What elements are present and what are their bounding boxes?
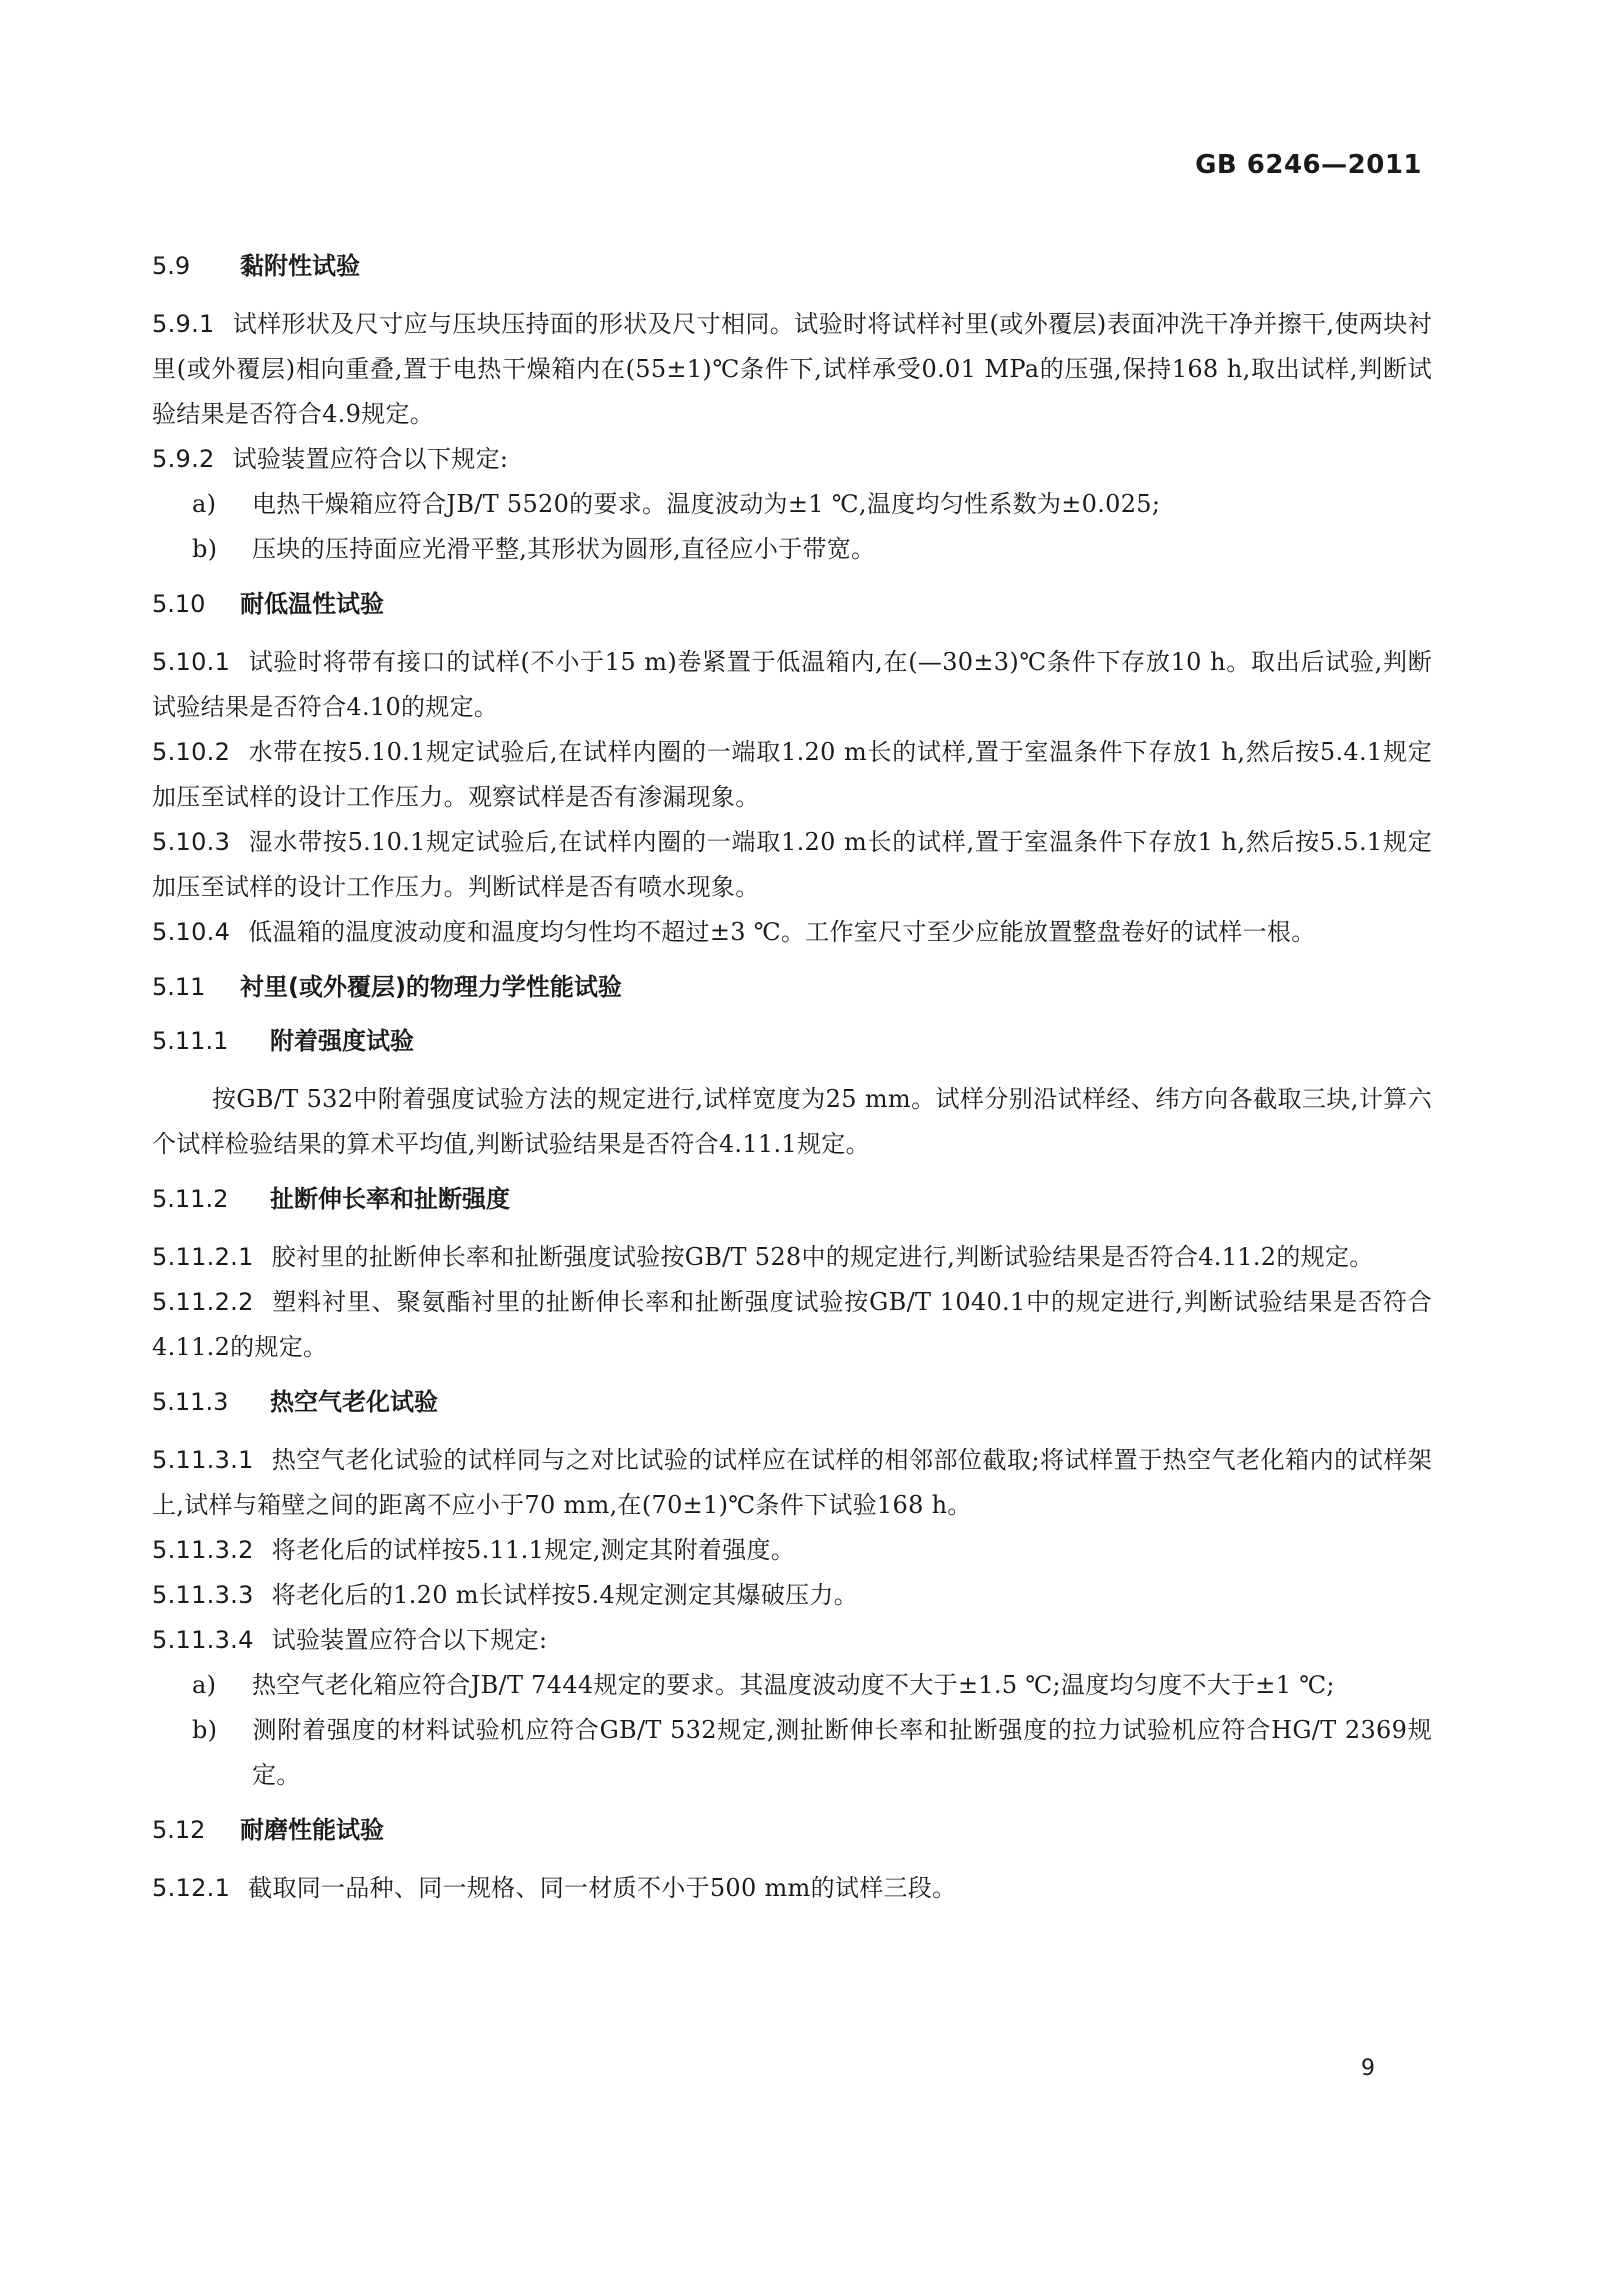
clause-text: 低温箱的温度波动度和温度均匀性均不超过±3 ℃。工作室尺寸至少应能放置整盘卷好的试样一根。 [248, 918, 1316, 946]
list-label: b) [192, 1716, 218, 1744]
clause-number: 5.10.3 [152, 828, 231, 856]
list-item-a [152, 482, 1432, 527]
list-text: 热空气老化箱应符合JB/T 7444规定的要求。其温度波动度不大于±1.5 ℃;温度均匀度不大于±1 ℃; [252, 1671, 1335, 1699]
subsection-heading-5-11-2 [152, 1181, 1432, 1217]
subsection-title: 附着强度试验 [270, 1027, 414, 1055]
subsection-title: 扯断伸长率和扯断强度 [270, 1185, 510, 1213]
section-heading-5-11 [152, 969, 1432, 1005]
list-item-b [152, 1708, 1432, 1798]
clause-text: 截取同一品种、同一规格、同一材质不小于500 mm的试样三段。 [248, 1874, 957, 1902]
clause-5-10-2 [152, 730, 1432, 820]
clause-number: 5.12.1 [152, 1874, 231, 1902]
subsection-heading-5-11-1 [152, 1023, 1432, 1059]
clause-5-9-1 [152, 302, 1432, 437]
clause-5-11-3-4 [152, 1618, 1432, 1663]
document-body [152, 248, 1432, 1911]
paragraph-5-11-1: 按GB/T 532中附着强度试验方法的规定进行,试样宽度为25 mm。试样分别沿试样经、纬方向各截取三块,计算六个试样检验结果的算术平均值,判断试验结果是否符合4.11.1规定。 [152, 1085, 1432, 1158]
clause-number: 5.11.3.1 [152, 1446, 254, 1474]
list-text: 测附着强度的材料试验机应符合GB/T 532规定,测扯断伸长率和扯断强度的拉力试验机应符合HG/T 2369规定。 [252, 1716, 1432, 1789]
clause-text: 热空气老化试验的试样同与之对比试验的试样应在试样的相邻部位截取;将试样置于热空气老化箱内的试样架上,试样与箱壁之间的距离不应小于70 mm,在(70±1)℃条件下试验168 h。 [152, 1446, 1432, 1519]
clause-5-11-3-1 [152, 1438, 1432, 1528]
clause-text: 试验装置应符合以下规定: [271, 1626, 548, 1654]
clause-number: 5.11.3.2 [152, 1536, 254, 1564]
section-number: 5.11 [152, 973, 206, 1001]
clause-text: 试验装置应符合以下规定: [232, 445, 509, 473]
list-item-a [152, 1663, 1432, 1708]
clause-number: 5.10.2 [152, 738, 231, 766]
section-number: 5.9 [152, 252, 191, 280]
clause-number: 5.10.4 [152, 918, 231, 946]
clause-5-11-2-1 [152, 1235, 1432, 1280]
clause-number: 5.11.3.4 [152, 1626, 254, 1654]
clause-5-10-3 [152, 820, 1432, 910]
clause-number: 5.11.3.3 [152, 1581, 254, 1609]
clause-text: 塑料衬里、聚氨酯衬里的扯断伸长率和扯断强度试验按GB/T 1040.1中的规定进行,判断试验结果是否符合4.11.2的规定。 [152, 1288, 1432, 1361]
section-heading-5-10 [152, 586, 1432, 622]
section-number: 5.10 [152, 590, 206, 618]
subsection-number: 5.11.3 [152, 1388, 229, 1416]
clause-text: 水带在按5.10.1规定试验后,在试样内圈的一端取1.20 m长的试样,置于室温条件下存放1 h,然后按5.4.1规定加压至试样的设计工作压力。观察试样是否有渗漏现象。 [152, 738, 1432, 811]
list-item-b [152, 527, 1432, 572]
clause-text: 试样形状及尺寸应与压块压持面的形状及尺寸相同。试验时将试样衬里(或外覆层)表面冲洗干净并擦干,使两块衬里(或外覆层)相向重叠,置于电热干燥箱内在(55±1)℃条件下,试样承受0.01 MPa的压强,保持168 h,取出试样,判断试验结果是否符合4.9规定。 [152, 310, 1432, 428]
clause-text: 胶衬里的扯断伸长率和扯断强度试验按GB/T 528中的规定进行,判断试验结果是否符合4.11.2的规定。 [271, 1243, 1374, 1271]
section-heading-5-12 [152, 1812, 1432, 1848]
clause-number: 5.10.1 [152, 648, 231, 676]
clause-text: 将老化后的试样按5.11.1规定,测定其附着强度。 [271, 1536, 796, 1564]
list-label: a) [192, 1671, 217, 1699]
section-title: 耐低温性试验 [240, 590, 384, 618]
clause-5-11-3-2 [152, 1528, 1432, 1573]
page-number: 9 [1361, 2056, 1375, 2081]
clause-5-12-1 [152, 1866, 1432, 1911]
clause-text: 将老化后的1.20 m长试样按5.4规定测定其爆破压力。 [271, 1581, 859, 1609]
clause-number: 5.9.1 [152, 310, 215, 338]
subsection-number: 5.11.1 [152, 1027, 229, 1055]
list-label: b) [192, 535, 218, 563]
clause-text: 试验时将带有接口的试样(不小于15 m)卷紧置于低温箱内,在(—30±3)℃条件下存放10 h。取出后试验,判断试验结果是否符合4.10的规定。 [152, 648, 1432, 721]
clause-5-10-1 [152, 640, 1432, 730]
clause-number: 5.9.2 [152, 445, 215, 473]
list-label: a) [192, 490, 217, 518]
subsection-heading-5-11-3 [152, 1384, 1432, 1420]
standard-number: GB 6246—2011 [1195, 150, 1422, 180]
clause-5-11-3-3 [152, 1573, 1432, 1618]
clause-5-10-4 [152, 910, 1432, 955]
section-heading-5-9 [152, 248, 1432, 284]
clause-5-11-2-2 [152, 1280, 1432, 1370]
section-title: 衬里(或外覆层)的物理力学性能试验 [240, 973, 622, 1001]
clause-5-9-2 [152, 437, 1432, 482]
clause-number: 5.11.2.2 [152, 1288, 254, 1316]
section-title: 黏附性试验 [240, 252, 360, 280]
clause-number: 5.11.2.1 [152, 1243, 254, 1271]
section-title: 耐磨性能试验 [240, 1816, 384, 1844]
clause-text: 湿水带按5.10.1规定试验后,在试样内圈的一端取1.20 m长的试样,置于室温条件下存放1 h,然后按5.5.1规定加压至试样的设计工作压力。判断试样是否有喷水现象。 [152, 828, 1432, 901]
list-text: 电热干燥箱应符合JB/T 5520的要求。温度波动为±1 ℃,温度均匀性系数为±0.025; [252, 490, 1161, 518]
subsection-title: 热空气老化试验 [270, 1388, 438, 1416]
list-text: 压块的压持面应光滑平整,其形状为圆形,直径应小于带宽。 [252, 535, 876, 563]
subsection-number: 5.11.2 [152, 1185, 229, 1213]
section-number: 5.12 [152, 1816, 206, 1844]
